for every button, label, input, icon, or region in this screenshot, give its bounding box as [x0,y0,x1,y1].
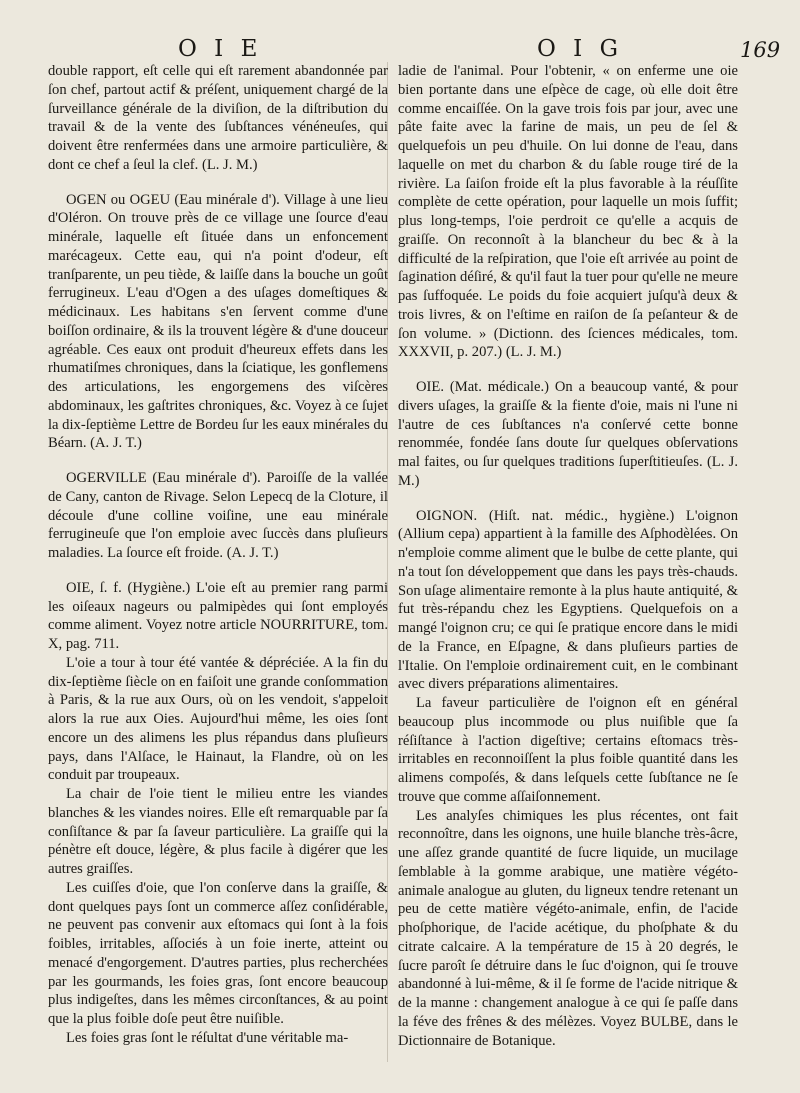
paragraph: La faveur particulière de l'oignon eſt en général beaucoup plus incommode ou plus nuiſible que ſa réſiſtance à l'action digeſtive; certains eſtomacs très-irritables en reconnoiſſent la plus foible quantité dans les alimens compoſés, & dans leſquels cette ſubſtance ne ſe trouve que comme aſſaiſonnement. [398,695,738,805]
entry-ogerville: OGERVILLE (Eau minérale d'). Paroiſſe de la vallée de Cany, canton de Rivage. Selon Lepecq de la Cloture, il découle d'une colline voiſine, une eau minérale ferrugineuſe que l'on emploie avec ſuccès dans pluſieurs maladies. La ſource eſt froide. (A. J. T.) [48,470,388,561]
paragraph: double rapport, eſt celle qui eſt rarement abandonnée par ſon chef, partout actif & préſent, uniquement chargé de la ſurveillance générale de la diviſion, de la diſtribution du travail & de la vente des ſubſtances vénéneuſes, qui doivent être renfermées dans une armoire particulière, & dont ce chef a ſeul la clef. (L. J. M.) [48,63,388,173]
paragraph: La chair de l'oie tient le milieu entre les viandes blanches & les viandes noires. Elle eſt remarquable par ſa conſiſtance & par ſa ſaveur particulière. La graiſſe qui la pénètre eſt douce, légère, & plus facile à digérer que les autres graiſſes. [48,786,388,877]
right-running-headword: O I G [537,36,623,62]
entry-ogen: OGEN ou OGEU (Eau minérale d'). Village à une lieu d'Oléron. On trouve près de ce village une ſource d'eau minérale, laquelle eſt ſituée dans un enfoncement marécageux. Cette eau, qui n'a point d'odeur, eſt tranſparente, un peu tiède, & laiſſe dans la bouche un goût ferrugineux. L'eau d'Ogen a des uſages domeſtiques & médicinaux. Les habitans s'en ſervent comme d'une boiſſon ordinaire, & ils la trouvent légère & d'une douceur agréable. Ces eaux ont produit d'heureux effets dans les rhumatiſmes chroniques, dans la ſciatique, les gonflemens des articulations, les engorgemens des viſcères abdominaux, les gaſtrites chroniques, &c. Voyez à ce ſujet la dix-ſeptième Lettre de Bordeu ſur les eaux minérales du Béarn. (A. J. T.) [48,191,388,452]
paragraph: Les foies gras ſont le réſultat d'une véritable ma- [66,1029,349,1046]
paragraph: L'oie a tour à tour été vantée & dépréciée. A la fin du dix-ſeptième ſiècle on en faiſoit une grande conſommation à Paris, & la rue aux Ours, où on les vendoit, s'appeloit alors la rue aux Oies. Aujourd'hui même, les oies ſont encore un des alimens les plus répandus dans pluſieurs pays, dans l'Alſace, le Hainaut, la Flandre, où on les conduit par troupeaux. [48,654,388,784]
paragraph: ladie de l'animal. Pour l'obtenir, « on enferme une oie bien portante dans une eſpèce de cage, où elle doit être comme encaiſſée. On la gave trois fois par jour, avec une pâte faite avec la farine de mais, un peu de ſel & quelquefois un peu d'huile. On lui donne de l'eau, dans laquelle on met du charbon & du ſable rouge tiré de la rivière. La ſaiſon froide eſt la plus favorable à la réuſſite complète de cette opération, pour laquelle un mois ſuffit; plus long-temps, l'oie perdroit ce qu'elle a acquis de graiſſe. On reconnoît à la blancheur du bec & à la difficulté de la reſpiration, que l'oie eſt arrivée au point de ſagination déſiré, & qu'il faut la tuer pour qu'elle ne meure pas ſuffoquée. Le poids du foie acquiert juſqu'à deux & trois livres, & on l'eſtime en raiſon de ſa peſanteur & de ſon volume. » (Dictionn. des ſciences médicales, tom. XXXVII, p. 207.) (L. J. M.) [398,63,738,361]
entry-oie-mat-medicale: OIE. (Mat. médicale.) On a beaucoup vanté, & pour divers uſages, la graiſſe & la fiente d'oie, mais ni l'une ni l'autre de ces ſubſtances n'a conſervé cette bonne renommée, fondée ſans doute ſur quelques obſervations mal faites, ou ſur quelques traditions ſuperſtitieuſes. (L. J. M.) [398,379,738,489]
paragraph: Les analyſes chimiques les plus récentes, ont fait reconnoître, dans les oignons, une huile blanche très-âcre, une aſſez grande quantité de ſucre liquide, un mucilage ſemblable à la gomme arabique, une matière végéto-animale analogue au gluten, du ligneux tendre retenant un peu de cette matière végéto-animale, enfin, de l'acide phoſphorique, de l'acide acétique, du phoſphate & du citrate calcaire. A la température de 15 à 20 degrés, le ſucre paroît ſe détruire dans le ſuc d'oignon, qui ſe trouve abandonné à lui-même, & il ſe forme de l'acide nitrique & de la manne : changement analogue à ce qui ſe paſſe dans la féve des frênes & des mélèzes. Voyez BULBE, dans le Dictionnaire de Botanique. [398,807,738,1049]
right-column [398,62,738,1050]
paragraph: Les cuiſſes d'oie, que l'on conſerve dans la graiſſe, & dont quelques pays ſont un commerce aſſez conſidérable, ne peuvent pas convenir aux eſtomacs qui ſont à la fois foibles, irritables, aſſociés à un foie inerte, atteint ou menacé d'engorgement. D'autres parties, plus recherchées par les gourmands, les foies gras, ſont encore beaucoup plus indigeſtes, dans les mêmes circonſtances, & au point que la plus foible doſe peut être nuiſible. [48,879,388,1027]
page-number: 169 [740,38,781,62]
left-column [48,62,388,1048]
left-running-headword: O I E [178,36,263,62]
entry-oie-hygiene: OIE, ſ. f. (Hygiène.) L'oie eſt au premier rang parmi les oiſeaux nageurs ou palmipèdes qui ſont employés comme aliment. Voyez notre article NOURRITURE, tom. X, pag. 711. [48,579,388,652]
entry-oignon: OIGNON. (Hiſt. nat. médic., hygiène.) L'oignon (Allium cepa) appartient à la famille des Aſphodèlées. On n'emploie comme aliment que le bulbe de cette plante, qui n'a tout ſon développement que dans les pays très-chauds. Son uſage alimentaire remonte à la plus haute antiquité, & fut très-répandu chez les Egyptiens. Quelquefois on a mangé l'oignon cru; ce qui ſe pratique encore dans le midi de la France, en Eſpagne, & dans pluſieurs parties de l'Italie. On l'emploie ordinairement cuit, en le combinant avec divers préparations alimentaires. [398,507,738,693]
